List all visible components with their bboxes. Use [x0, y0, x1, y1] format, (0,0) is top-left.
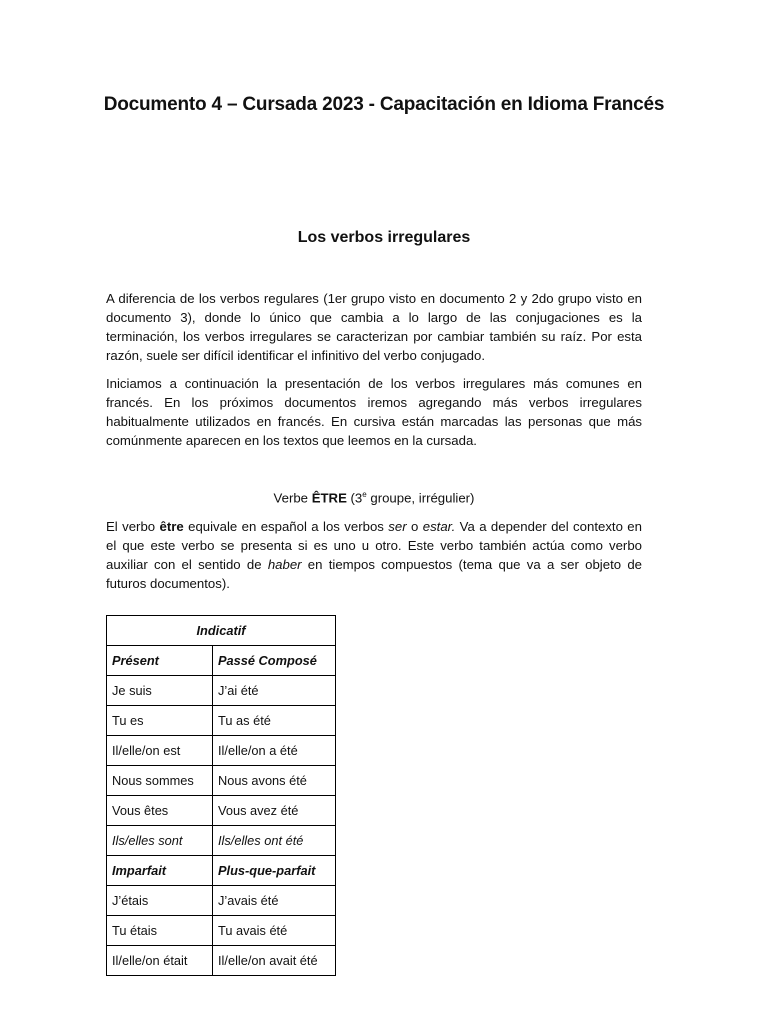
etre-italic-haber: haber — [267, 557, 302, 572]
verb-heading — [0, 490, 748, 505]
table-row — [107, 916, 336, 946]
second-paragraph: Iniciamos a continuación la presentación de los verbos irregulares más comunes en francés. En los próximos documentos iremos agregando más verbos irregulares habitualmente utilizados en francés. En cursiva están marcadas las personas que más comúnmente aparecen en los textos que leemos en la cursada. — [106, 376, 642, 448]
verb-heading-rest: groupe, irrégulier) — [366, 490, 475, 506]
table-row — [107, 886, 336, 916]
table-cell: Nous avons été — [213, 766, 336, 796]
table-header-row — [107, 616, 336, 646]
tense-header-passe-compose: Passé Composé — [213, 646, 336, 676]
conjugation-table — [106, 615, 336, 976]
table-row — [107, 766, 336, 796]
table-cell: Tu es — [107, 706, 213, 736]
table-cell: Il/elle/on avait été — [213, 946, 336, 976]
etre-italic-estar: estar. — [422, 519, 456, 534]
etre-text-1: El verbo — [106, 519, 160, 534]
table-cell: Il/elle/on est — [107, 736, 213, 766]
table-cell: Tu étais — [107, 916, 213, 946]
tense-header-plus-que-parfait: Plus-que-parfait — [213, 856, 336, 886]
table-cell: Tu avais été — [213, 916, 336, 946]
table-row — [107, 736, 336, 766]
verb-heading-prefix: Verbe — [273, 490, 312, 506]
table-cell: Vous avez été — [213, 796, 336, 826]
intro-paragraph: A diferencia de los verbos regulares (1er grupo visto en documento 2 y 2do grupo visto en documento 3), donde lo único que cambia a lo largo de las conjugaciones es la terminación, los verbos irregulares se caracterizan por cambiar también su raíz. Por esta razón, suele ser difícil identificar el infinitivo del verbo conjugado. — [106, 291, 642, 363]
verb-heading-open: (3 — [346, 490, 363, 506]
table-row — [107, 706, 336, 736]
etre-text-4: Va a depender del contexto en el que este verbo se presenta si es uno u otro. Este verbo también actúa como verbo auxiliar con el sentido de — [106, 519, 642, 572]
table-cell: J’étais — [107, 886, 213, 916]
etre-italic-ser: ser — [388, 519, 407, 534]
etre-bold-verb: être — [159, 519, 184, 534]
table-row — [107, 946, 336, 976]
table-row — [107, 796, 336, 826]
table-cell: Il/elle/on était — [107, 946, 213, 976]
table-row — [107, 676, 336, 706]
table-row — [107, 646, 336, 676]
table-cell: Vous êtes — [107, 796, 213, 826]
document-title: Documento 4 – Cursada 2023 - Capacitación en Idioma Francés — [103, 94, 665, 115]
etre-paragraph — [106, 517, 642, 593]
verb-heading-verb: ÊTRE — [311, 490, 347, 506]
table-cell: J’ai été — [213, 676, 336, 706]
table-row — [107, 826, 336, 856]
etre-text-3: o — [406, 519, 423, 534]
verb-heading-sup: e — [362, 490, 367, 499]
section-title: Los verbos irregulares — [297, 229, 471, 246]
table-cell: Il/elle/on a été — [213, 736, 336, 766]
table-cell-italic: Ils/elles sont — [107, 826, 213, 856]
table-cell: J’avais été — [213, 886, 336, 916]
table-cell: Je suis — [107, 676, 213, 706]
tense-header-imparfait: Imparfait — [107, 856, 213, 886]
tense-header-present: Présent — [107, 646, 213, 676]
etre-text-5: en tiempos compuestos (tema que va a ser objeto de futuros documentos). — [106, 557, 642, 591]
table-cell: Tu as été — [213, 706, 336, 736]
table-cell-italic: Ils/elles ont été — [213, 826, 336, 856]
table-header-indicatif: Indicatif — [107, 616, 336, 646]
table-row — [107, 856, 336, 886]
table-cell: Nous sommes — [107, 766, 213, 796]
etre-text-2: equivale en español a los verbos — [183, 519, 389, 534]
